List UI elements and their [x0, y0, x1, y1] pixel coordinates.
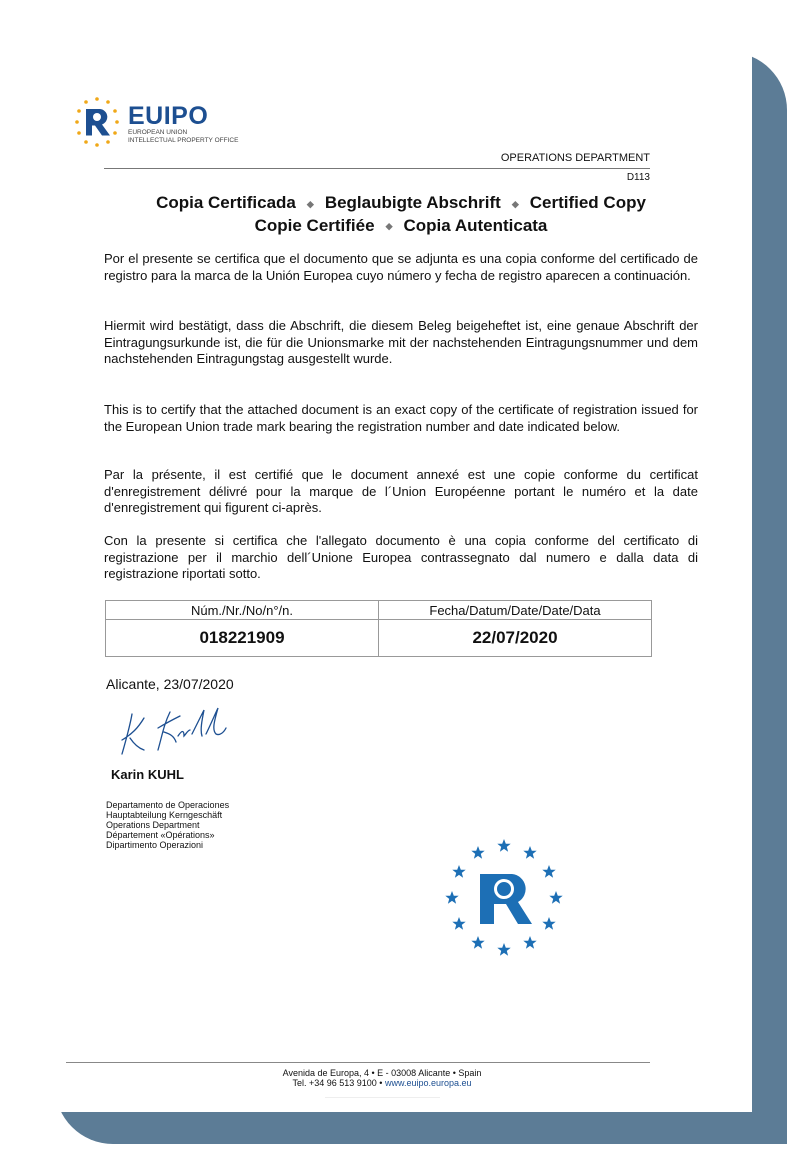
logo-text — [128, 104, 238, 144]
number-header: Núm./Nr./No/n°/n. — [106, 601, 379, 620]
logo-subtitle-1: EUROPEAN UNION — [128, 129, 188, 136]
paragraph-en: This is to certify that the attached document is an exact copy of the certificate of registration issued for the European Union trade mark bearing the registration number and date indicated below. — [104, 402, 698, 434]
registration-number: 018221909 — [106, 620, 379, 657]
eu-stars-r-emblem-icon — [444, 838, 564, 958]
title-it: Copia Autenticata — [403, 215, 548, 235]
title-es: Copia Certificada — [156, 193, 296, 212]
registration-table — [105, 600, 652, 657]
separator-icon: ◆ — [306, 198, 314, 209]
footer-contact — [66, 1078, 698, 1088]
header-divider — [104, 168, 650, 169]
brand-name: EUIPO — [128, 102, 209, 130]
paragraph-es: Por el presente se certifica que el documento que se adjunta es una copia conforme del certificado de registro para la marca de la Unión Europea cuyo número y fecha de registro aparecen a continuación. — [104, 251, 698, 283]
dept-de: Hauptabteilung Kerngeschäft — [106, 810, 223, 820]
registration-date: 22/07/2020 — [379, 620, 652, 657]
dept-en: Operations Department — [106, 820, 200, 830]
signer-departments — [106, 800, 229, 850]
date-header: Fecha/Datum/Date/Date/Data — [379, 601, 652, 620]
footer — [66, 1068, 698, 1088]
website-link[interactable]: www.euipo.europa.eu — [384, 1078, 472, 1088]
paragraph-de: Hiermit wird bestätigt, dass die Abschrift, die diesem Beleg beigeheftet ist, eine genaue Abschrift der Eintragungsurkunde ist, die für die Unionsmarke mit der nachstehenden Eintragungsnummer und dem nachstehenden Eintragungstag ausgestellt wurde. — [104, 318, 698, 366]
footer-divider — [66, 1062, 650, 1063]
footer-underline — [325, 1097, 440, 1098]
title-de: Beglaubigte Abschrift — [324, 193, 501, 212]
department-label: OPERATIONS DEPARTMENT — [500, 152, 650, 164]
signer-name: Karin KUHL — [111, 767, 184, 782]
paragraph-fr: Par la présente, il est certifié que le document annexé est une copie conforme du certificat d'enregistrement délivré pour la marque de l´Union Européenne portant le numéro et la date d'enregistrement qui figurent ci-après. — [104, 467, 698, 515]
paragraph-it: Con la presente si certifica che l'allegato documento è una copia conforme del certificato di registrazione per il marchio dell´Unione Europea contrassegnato dal numero e dalla data di registrazione riportati sotto. — [104, 533, 698, 581]
logo-subtitle-2: INTELLECTUAL PROPERTY OFFICE — [128, 136, 239, 144]
dept-it: Dipartimento Operazioni — [106, 840, 204, 850]
footer-address: Avenida de Europa, 4 • E - 03008 Alicante • Spain — [282, 1068, 482, 1078]
dept-es: Departamento de Operaciones — [106, 800, 230, 810]
footer-phone: Tel. +34 96 513 9100 • — [292, 1078, 385, 1088]
document-title — [104, 192, 698, 237]
place-date: Alicante, 23/07/2020 — [106, 676, 234, 692]
handwritten-signature — [118, 700, 228, 758]
title-en: Certified Copy — [529, 193, 646, 212]
separator-icon: ◆ — [511, 198, 519, 209]
dept-fr: Département «Opérations» — [106, 830, 215, 840]
title-fr: Copie Certifiée — [254, 215, 375, 235]
separator-icon: ◆ — [385, 221, 393, 232]
document-code: D113 — [626, 172, 650, 183]
